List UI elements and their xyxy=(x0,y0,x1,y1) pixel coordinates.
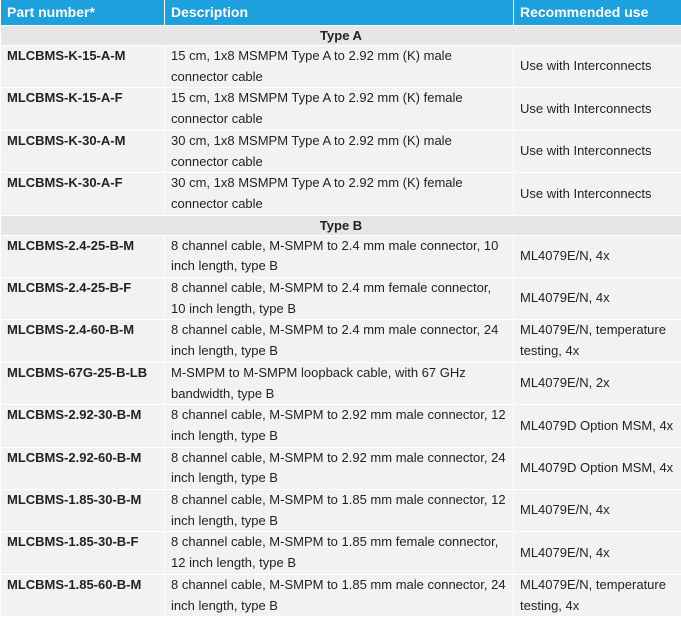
table-header xyxy=(1,0,681,26)
description-cell: 8 channel cable, M-SMPM to 2.4 mm female connector, 10 inch length, type B xyxy=(165,278,514,320)
recommended-use-cell: Use with Interconnects xyxy=(514,130,681,172)
description-cell: 8 channel cable, M-SMPM to 2.92 mm male connector, 24 inch length, type B xyxy=(165,447,514,489)
part-number-cell: MLCBMS-K-15-A-M xyxy=(1,46,165,88)
section-row xyxy=(1,215,681,235)
table-row xyxy=(1,320,681,362)
description-cell: 15 cm, 1x8 MSMPM Type A to 2.92 mm (K) male connector cable xyxy=(165,46,514,88)
part-number-cell: MLCBMS-2.92-60-B-M xyxy=(1,447,165,489)
part-number-cell: MLCBMS-K-15-A-F xyxy=(1,88,165,130)
part-number-cell: MLCBMS-2.92-30-B-M xyxy=(1,405,165,447)
recommended-use-cell: Use with Interconnects xyxy=(514,173,681,215)
table-row xyxy=(1,574,681,616)
part-number-cell: MLCBMS-67G-25-B-LB xyxy=(1,362,165,404)
description-cell: 8 channel cable, M-SMPM to 2.92 mm male connector, 12 inch length, type B xyxy=(165,405,514,447)
table-row xyxy=(1,490,681,532)
description-cell: M-SMPM to M-SMPM loopback cable, with 67 GHz bandwidth, type B xyxy=(165,362,514,404)
recommended-use-cell: ML4079D Option MSM, 4x xyxy=(514,447,681,489)
recommended-use-cell: ML4079E/N, temperature testing, 4x xyxy=(514,320,681,362)
description-cell: 30 cm, 1x8 MSMPM Type A to 2.92 mm (K) male connector cable xyxy=(165,130,514,172)
table-row xyxy=(1,405,681,447)
recommended-use-cell: Use with Interconnects xyxy=(514,46,681,88)
recommended-use-cell: Use with Interconnects xyxy=(514,88,681,130)
table-row xyxy=(1,278,681,320)
description-cell: 30 cm, 1x8 MSMPM Type A to 2.92 mm (K) female connector cable xyxy=(165,173,514,215)
description-cell: 15 cm, 1x8 MSMPM Type A to 2.92 mm (K) female connector cable xyxy=(165,88,514,130)
part-number-cell: MLCBMS-1.85-30-B-M xyxy=(1,490,165,532)
part-number-cell: MLCBMS-1.85-30-B-F xyxy=(1,532,165,574)
recommended-use-cell: ML4079E/N, 4x xyxy=(514,532,681,574)
part-number-cell: MLCBMS-1.85-60-B-M xyxy=(1,574,165,616)
recommended-use-header: Recommended use xyxy=(514,0,681,26)
table-row xyxy=(1,46,681,88)
section-row xyxy=(1,26,681,46)
recommended-use-cell: ML4079E/N, 2x xyxy=(514,362,681,404)
part-number-cell: MLCBMS-2.4-25-B-F xyxy=(1,278,165,320)
part-number-header: Part number* xyxy=(1,0,165,26)
recommended-use-cell: ML4079E/N, 4x xyxy=(514,278,681,320)
description-cell: 8 channel cable, M-SMPM to 1.85 mm male connector, 24 inch length, type B xyxy=(165,574,514,616)
part-number-cell: MLCBMS-K-30-A-F xyxy=(1,173,165,215)
part-number-cell: MLCBMS-K-30-A-M xyxy=(1,130,165,172)
recommended-use-cell: ML4079E/N, 4x xyxy=(514,490,681,532)
recommended-use-cell: ML4079E/N, temperature testing, 4x xyxy=(514,574,681,616)
description-cell: 8 channel cable, M-SMPM to 1.85 mm female connector, 12 inch length, type B xyxy=(165,532,514,574)
table-row xyxy=(1,362,681,404)
table-row xyxy=(1,173,681,215)
table-row xyxy=(1,88,681,130)
description-cell: 8 channel cable, M-SMPM to 2.4 mm male connector, 24 inch length, type B xyxy=(165,320,514,362)
part-number-cell: MLCBMS-2.4-60-B-M xyxy=(1,320,165,362)
part-number-cell: MLCBMS-2.4-25-B-M xyxy=(1,235,165,277)
description-cell: 8 channel cable, M-SMPM to 1.85 mm male connector, 12 inch length, type B xyxy=(165,490,514,532)
table-row xyxy=(1,532,681,574)
description-header: Description xyxy=(165,0,514,26)
section-title: Type B xyxy=(1,215,681,235)
section-title: Type A xyxy=(1,26,681,46)
table-row xyxy=(1,447,681,489)
description-cell: 8 channel cable, M-SMPM to 2.4 mm male connector, 10 inch length, type B xyxy=(165,235,514,277)
table-row xyxy=(1,235,681,277)
table-row xyxy=(1,130,681,172)
header-row xyxy=(1,0,681,26)
table-body xyxy=(1,26,681,617)
recommended-use-cell: ML4079D Option MSM, 4x xyxy=(514,405,681,447)
recommended-use-cell: ML4079E/N, 4x xyxy=(514,235,681,277)
